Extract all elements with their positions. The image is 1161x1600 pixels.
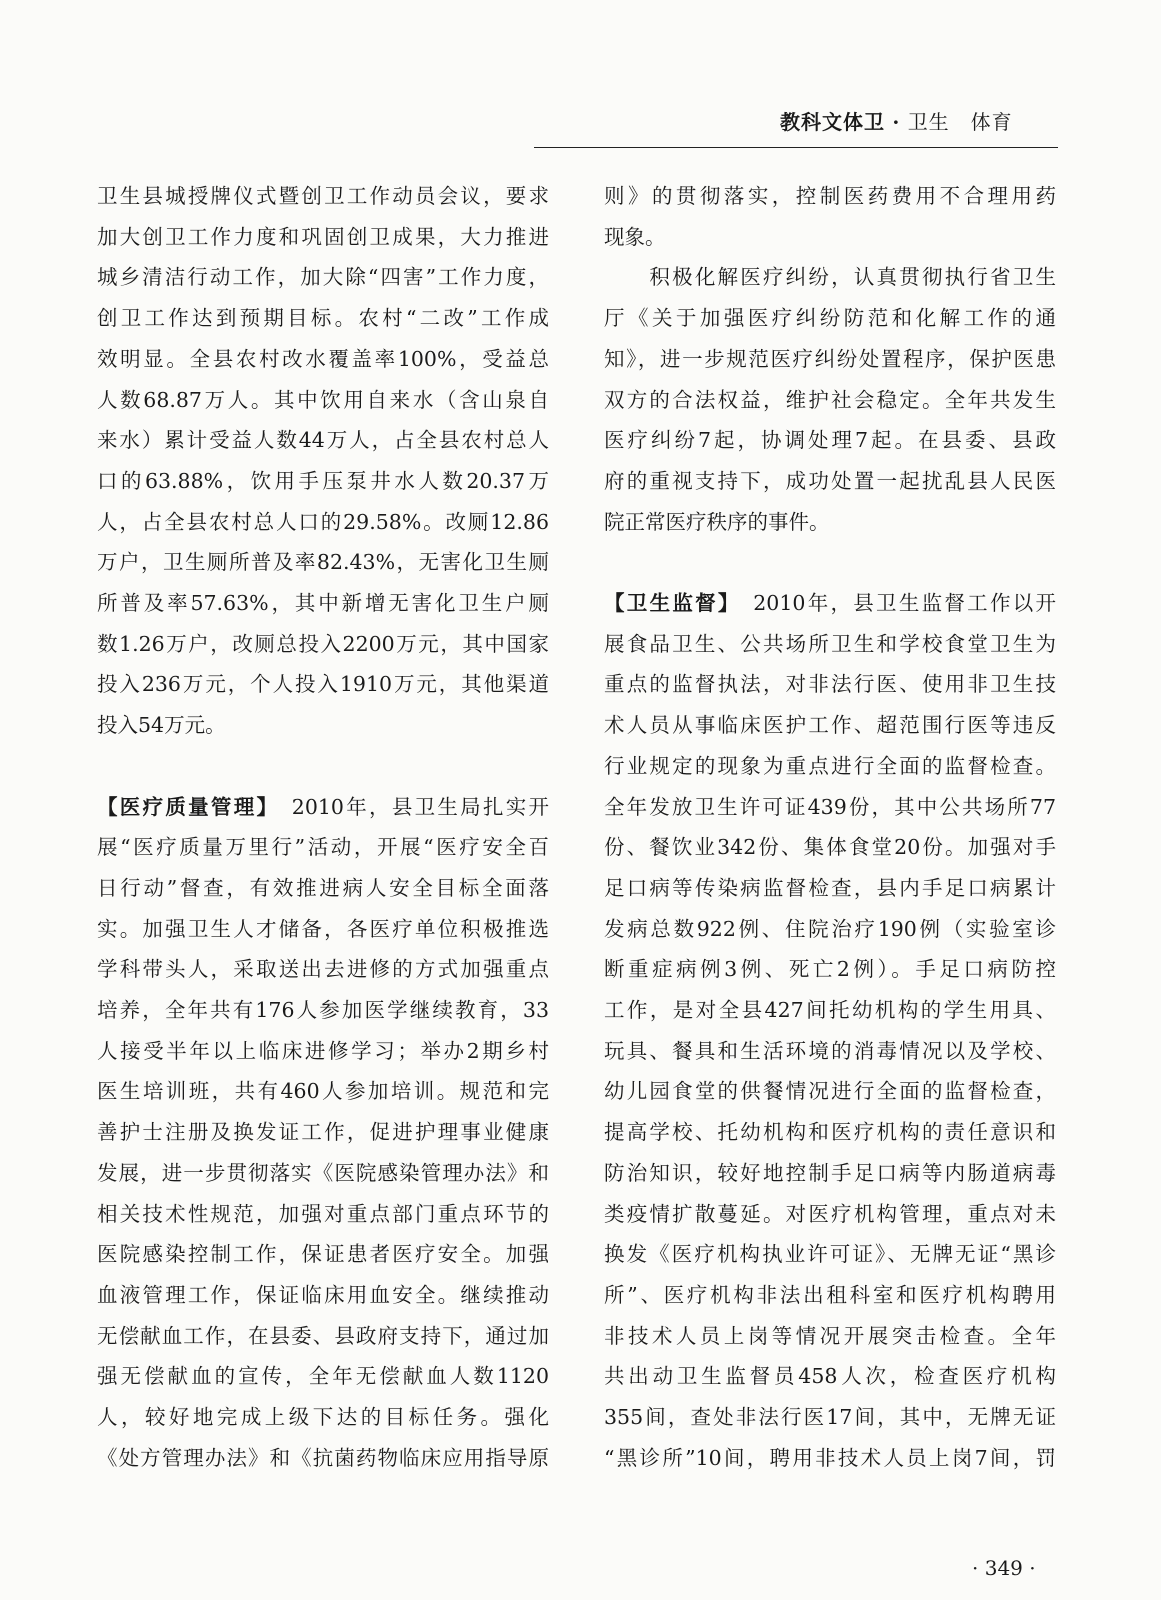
page-number: · 349 · — [972, 1556, 1036, 1580]
text-line: 现象。 — [604, 224, 666, 249]
text-line: 日行动”督查，有效推进病人安全目标全面落 — [97, 875, 549, 900]
text-line: 投入54万元。 — [97, 713, 226, 738]
text-line: 发病总数922例、住院治疗190例（实验室诊 — [604, 916, 1056, 941]
paragraph-medical-disputes — [604, 257, 1056, 542]
section-medical-quality — [97, 787, 549, 1479]
text-line: 无偿献血工作，在县委、县政府支持下，通过加 — [97, 1323, 549, 1348]
paragraph-sanitation — [97, 176, 549, 746]
header-rule — [534, 147, 1058, 148]
section-first-line-text: 2010年，县卫生监督工作以开 — [730, 591, 1057, 616]
paragraph-continuation — [604, 176, 1056, 257]
section-health-supervision — [604, 583, 1056, 1478]
paragraph-gap — [604, 542, 1056, 583]
text-line: 加大创卫工作力度和巩固创卫成果，大力推进 — [97, 224, 549, 249]
section-heading: 【医疗质量管理】 — [97, 794, 270, 819]
text-line: 医院感染控制工作，保证患者医疗安全。加强 — [97, 1242, 549, 1267]
text-line: 人，占全县农村总人口的29.58%。改厕12.86 — [97, 509, 549, 534]
text-line: 院正常医疗秩序的事件。 — [604, 509, 830, 534]
text-line: 相关技术性规范，加强对重点部门重点环节的 — [97, 1201, 549, 1226]
text-line: 人数68.87万人。其中饮用自来水（含山泉自 — [97, 387, 549, 412]
header-section: 教科文体卫 — [780, 110, 885, 134]
text-line: 口的63.88%，饮用手压泵井水人数20.37万 — [97, 468, 549, 493]
right-column — [604, 176, 1056, 1478]
text-line: 展食品卫生、公共场所卫生和学校食堂卫生为 — [604, 631, 1056, 656]
text-line: 善护士注册及换发证工作，促进护理事业健康 — [97, 1120, 549, 1145]
text-line: 人接受半年以上临床进修学习；举办2期乡村 — [97, 1038, 549, 1063]
text-line: 份、餐饮业342份、集体食堂20份。加强对手 — [604, 835, 1056, 860]
section-heading: 【卫生监督】 — [604, 591, 731, 616]
text-line: 防治知识，较好地控制手足口病等内肠道病毒 — [604, 1160, 1056, 1185]
text-line: 全年发放卫生许可证439份，其中公共场所77 — [604, 794, 1056, 819]
text-line: 类疫情扩散蔓延。对医疗机构管理，重点对未 — [604, 1201, 1056, 1226]
text-line: 血液管理工作，保证临床用血安全。继续推动 — [97, 1282, 549, 1307]
paragraph-gap — [97, 746, 549, 787]
text-line: 积极化解医疗纠纷，认真贯彻执行省卫生 — [604, 265, 1056, 290]
text-line: 幼儿园食堂的供餐情况进行全面的监督检查， — [604, 1079, 1056, 1104]
text-line: 发展，进一步贯彻落实《医院感染管理办法》和 — [97, 1160, 549, 1185]
text-line: 卫生县城授牌仪式暨创卫工作动员会议，要求 — [97, 184, 549, 208]
text-line: 双方的合法权益，维护社会稳定。全年共发生 — [604, 387, 1056, 412]
text-line: 府的重视支持下，成功处置一起扰乱县人民医 — [604, 468, 1056, 493]
text-line: 《处方管理办法》和《抗菌药物临床应用指导原 — [97, 1445, 549, 1470]
text-line: 厅《关于加强医疗纠纷防范和化解工作的通 — [604, 306, 1056, 331]
header-separator: · — [892, 110, 901, 134]
text-line: 医疗纠纷7起，协调处理7起。在县委、县政 — [604, 428, 1056, 453]
text-line: 来水）累计受益人数44万人，占全县农村总人 — [97, 428, 549, 453]
text-line: 数1.26万户，改厕总投入2200万元，其中国家 — [97, 631, 549, 656]
text-line: 效明显。全县农村改水覆盖率100%，受益总 — [97, 346, 549, 371]
text-line: 共出动卫生监督员458人次，检查医疗机构 — [604, 1364, 1056, 1389]
text-line: 知》，进一步规范医疗纠纷处置程序，保护医患 — [604, 346, 1056, 371]
text-line: 培养，全年共有176人参加医学继续教育，33 — [97, 998, 549, 1023]
text-line: 换发《医疗机构执业许可证》、无牌无证“黑诊 — [604, 1242, 1056, 1267]
text-line: 所普及率57.63%，其中新增无害化卫生户厕 — [97, 591, 549, 616]
text-line: 行业规定的现象为重点进行全面的监督检查。 — [604, 753, 1056, 778]
section-first-line-text: 2010年，县卫生局扎实开 — [269, 794, 550, 819]
text-line: 医生培训班，共有460人参加培训。规范和完 — [97, 1079, 549, 1104]
text-line: 玩具、餐具和生活环境的消毒情况以及学校、 — [604, 1038, 1056, 1063]
text-line — [604, 583, 1056, 624]
text-line: 则》的贯彻落实，控制医药费用不合理用药 — [604, 184, 1056, 208]
left-column — [97, 176, 549, 1478]
text-line: 提高学校、托幼机构和医疗机构的责任意识和 — [604, 1120, 1056, 1145]
text-line: 术人员从事临床医护工作、超范围行医等违反 — [604, 713, 1056, 738]
text-line: 展“医疗质量万里行”活动，开展“医疗安全百 — [97, 835, 549, 860]
text-line: “黑诊所”10间，聘用非技术人员上岗7间，罚 — [604, 1445, 1056, 1470]
text-line: 万户，卫生厕所普及率82.43%，无害化卫生厕 — [97, 550, 549, 575]
text-line: 断重症病例3例、死亡2例）。手足口病防控 — [604, 957, 1056, 982]
text-line: 重点的监督执法，对非法行医、使用非卫生技 — [604, 672, 1056, 697]
text-line: 非技术人员上岗等情况开展突击检查。全年 — [604, 1323, 1056, 1348]
text-line: 创卫工作达到预期目标。农村“二改”工作成 — [97, 306, 549, 331]
running-header — [780, 106, 1013, 135]
text-line: 学科带头人，采取送出去进修的方式加强重点 — [97, 957, 549, 982]
text-line: 人，较好地完成上级下达的目标任务。强化 — [97, 1405, 549, 1430]
text-line: 实。加强卫生人才储备，各医疗单位积极推选 — [97, 916, 549, 941]
text-line: 投入236万元，个人投入1910万元，其他渠道 — [97, 672, 549, 697]
text-line: 工作，是对全县427间托幼机构的学生用具、 — [604, 998, 1056, 1023]
text-line — [97, 787, 549, 828]
text-line: 足口病等传染病监督检查，县内手足口病累计 — [604, 875, 1056, 900]
text-line: 所”、医疗机构非法出租科室和医疗机构聘用 — [604, 1282, 1056, 1307]
text-line: 355间，查处非法行医17间，其中，无牌无证 — [604, 1405, 1056, 1430]
header-subsection: 卫生 体育 — [907, 110, 1013, 134]
text-line: 城乡清洁行动工作，加大除“四害”工作力度， — [97, 265, 549, 290]
text-line: 强无偿献血的宣传，全年无偿献血人数1120 — [97, 1364, 549, 1389]
